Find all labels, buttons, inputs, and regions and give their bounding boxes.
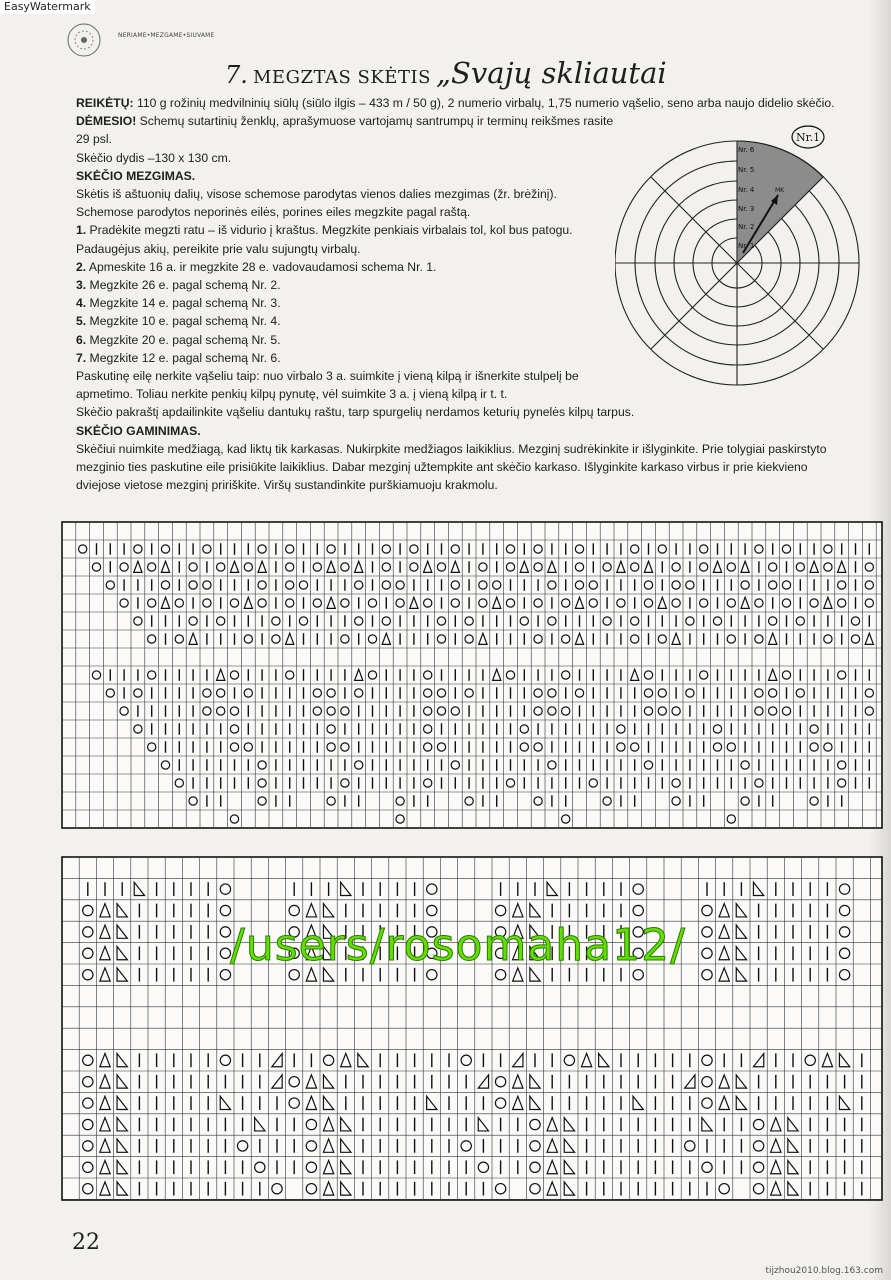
- step-2: 2. Apmeskite 16 a. ir megzkite 28 e. vadovaudamosi schema Nr. 1.: [76, 259, 437, 274]
- last-row-paragraph: Paskutinę eilę nerkite vąšeliu taip: nuo virbalo 3 a. suimkite į vieną kilpą ir išnerkite stulpelį be apmetimo. Toliau nerkite penkių kilpų pynutę, vėl suimkite 3 a. į vieną kilpą ir t. t.: [76, 369, 579, 402]
- materials-text: 110 g rožinių medvilninių siūlų (siūlo ilgis – 433 m / 50 g), 2 numerio virbalų, 1,75 numerio vąšelio, seno arba naujo didelio skėčio.: [133, 96, 835, 110]
- chart-grid-upper: [62, 522, 882, 828]
- credit-text: tijzhou2010.blog.163.com: [765, 1266, 883, 1276]
- attention-text: Schemų sutartinių ženklų, aprašymuose vartojamų santrumpų ir terminų reikšmes rasite 29 psl.: [76, 114, 614, 147]
- step-4: 4. Megzkite 14 e. pagal schemą Nr. 3.: [76, 296, 281, 311]
- edging-paragraph: Skėčio pakraštį apdailinkite vąšeliu dantukų raštu, tarp spurgelių nerdamos keturių pynelės kilpų tarpus.: [76, 405, 635, 420]
- ring-label-3: Nr. 3: [738, 205, 755, 213]
- knitting-heading: SKĖČIO MEZGIMAS.: [76, 168, 196, 183]
- knitting-paragraph-1: Skėtis iš aštuonių dalių, visose schemose parodytas vienos dalies mezgimas (žr. brėžinį).: [76, 187, 557, 202]
- title-sub: „Svajų skliautai: [436, 56, 667, 90]
- assembly-paragraph: Skėčiui nuimkite medžiagą, kad liktų tik karkasas. Nukirpkite medžiagos laikiklius. Mezginį sudrėkinkite ir išlyginkite. Prie tolygiai paskirstyto mezginio ties paskutine eile prisiūkite laikiklius. Dabar mezginį užtempkite ant skėčio karkaso. Išlyginkite karkaso virbus ir prie kiekvieno dviejose vietose mezginį pririškite. Viršų sustandinkite purškiamuoju krakmolu.: [76, 441, 827, 493]
- ring-label-6: Nr. 6: [738, 146, 755, 154]
- knitting-paragraph-2: Schemose parodytos neporinės eilės, porines eiles megzkite pagal raštą.: [76, 205, 471, 220]
- assembly-heading: SKĖČIO GAMINIMAS.: [76, 423, 201, 438]
- step-5: 5. Megzkite 10 e. pagal schemą Nr. 4.: [76, 314, 281, 329]
- step-7: 7. Megzkite 12 e. pagal schemą Nr. 6.: [76, 350, 281, 365]
- overlay-watermark: /users/rosomaha12/: [230, 920, 686, 971]
- ring-label-4: Nr. 4: [738, 186, 755, 194]
- title-number: 7.: [225, 61, 248, 89]
- materials-label: REIKĖTŲ:: [76, 96, 134, 110]
- attention-label: DĖMESIO!: [76, 114, 137, 129]
- page-number: 22: [72, 1230, 100, 1255]
- size-paragraph: Skėčio dydis –130 x 130 cm.: [76, 150, 232, 165]
- arrow-label: MK: [775, 187, 785, 194]
- chart-grid-lower: [62, 857, 882, 1200]
- step-6: 6. Megzkite 20 e. pagal schemą Nr. 5.: [76, 332, 281, 347]
- diagram-badge: Nr.1: [796, 131, 821, 144]
- step-3: 3. Megzkite 26 e. pagal schemą Nr. 2.: [76, 278, 281, 293]
- ring-label-2: Nr. 2: [738, 223, 755, 231]
- logo-text: NERIAME•MEZGAME•SIUVAME: [118, 32, 215, 39]
- watermark-tag: EasyWatermark: [0, 0, 95, 14]
- step-1: 1. Pradėkite megzti ratu – iš vidurio į kraštus. Megzkite penkiais virbalais tol, kol bus patogu. Padaugėjus akių, pereikite prie valu sujungtų virbalų.: [76, 223, 573, 256]
- title-main: MEGZTAS SKĖTIS: [253, 67, 431, 88]
- ring-label-5: Nr. 5: [738, 166, 755, 174]
- ring-label-1: Nr. 1: [738, 242, 755, 250]
